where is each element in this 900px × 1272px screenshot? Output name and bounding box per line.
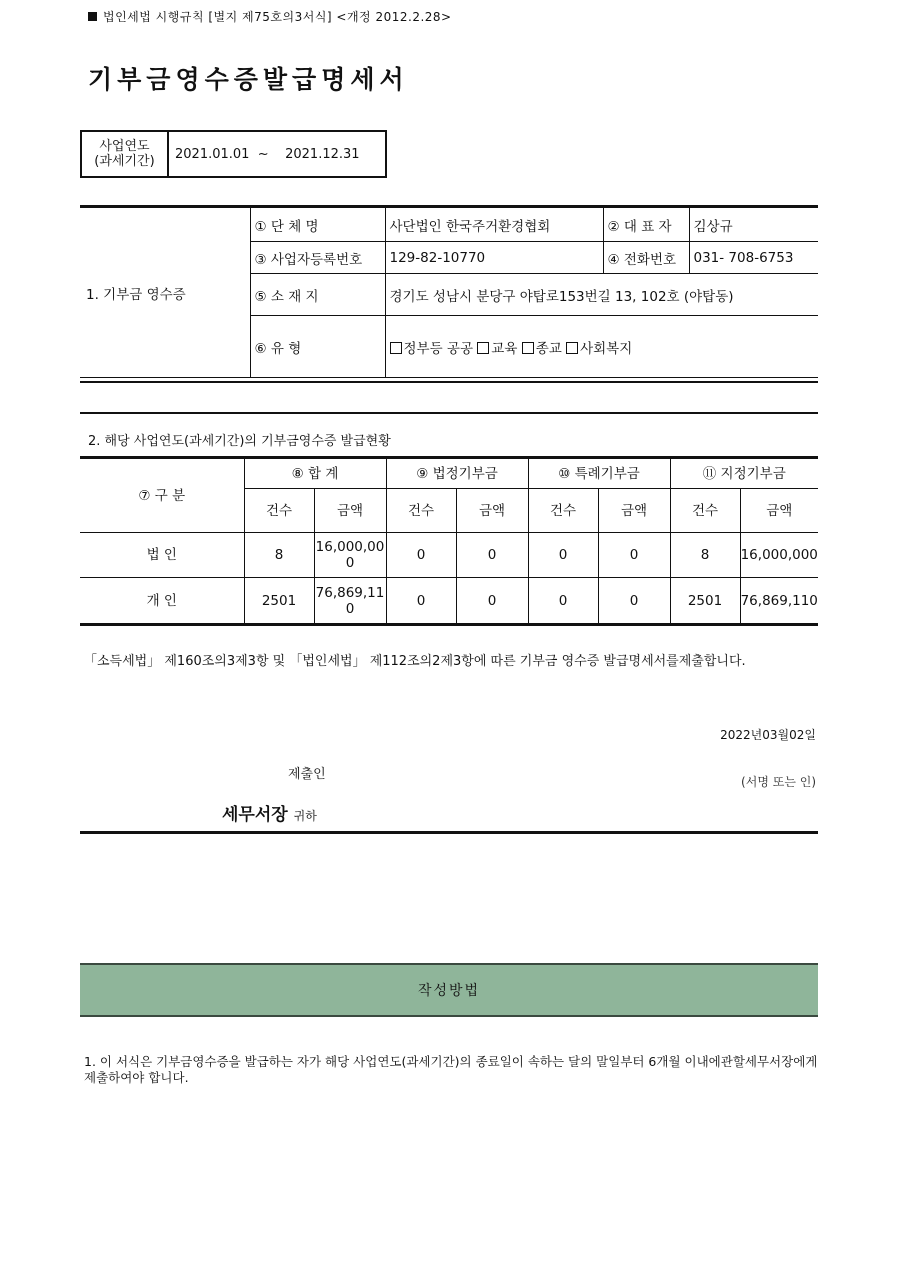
method-heading-bar: 작성방법 xyxy=(80,963,818,1017)
category-header: ⑦ 구 분 xyxy=(80,459,244,533)
row-label: 개 인 xyxy=(80,578,244,624)
page-title: 기부금영수증발급명세서 xyxy=(88,65,409,94)
legal-statement: 「소득세법」 제160조의3제3항 및 「법인세법」 제112조의2제3항에 따른 기부금 영수증 발급명세서를제출합니다. xyxy=(84,654,746,669)
cell-amount: 0 xyxy=(598,533,670,578)
cell-amount: 76,869,110 xyxy=(314,578,386,624)
type-label: ⑥ 유 형 xyxy=(250,316,385,378)
count-header: 건수 xyxy=(528,489,598,533)
address-value: 경기도 성남시 분당구 야탑로153번길 13, 102호 (야탑동) xyxy=(385,274,818,316)
submission-date: 2022년03월02일 xyxy=(720,728,816,742)
table-row xyxy=(80,533,818,578)
checkbox-icon xyxy=(477,342,489,354)
method-note: 1. 이 서식은 기부금영수증을 발급하는 자가 해당 사업연도(과세기간)의 종료일이 속하는 달의 말일부터 6개월 이내에관할세무서장에게 제출하여야 합니다. xyxy=(84,1054,818,1085)
cell-count: 0 xyxy=(386,578,456,624)
form-header-note: 법인세법 시행규칙 [별지 제75호의3서식] <개정 2012.2.28> xyxy=(88,8,452,25)
addressee: 세무서장 귀하 xyxy=(222,805,317,825)
cell-count: 8 xyxy=(670,533,740,578)
representative-label: ② 대 표 자 xyxy=(603,208,689,242)
signature-rule xyxy=(80,831,818,834)
submitter-label: 제출인 xyxy=(288,767,326,782)
business-number-value: 129-82-10770 xyxy=(385,242,603,274)
org-name-value: 사단법인 한국주거환경협회 xyxy=(385,208,603,242)
cell-count: 8 xyxy=(244,533,314,578)
cell-count: 2501 xyxy=(670,578,740,624)
group-header-statutory: ⑨ 법정기부금 xyxy=(386,459,528,489)
cell-amount: 0 xyxy=(598,578,670,624)
checkbox-icon xyxy=(522,342,534,354)
group-header-total: ⑧ 합 계 xyxy=(244,459,386,489)
square-bullet-icon xyxy=(88,12,97,21)
section1-bottom-rule xyxy=(80,381,818,383)
amount-header: 금액 xyxy=(598,489,670,533)
checkbox-icon xyxy=(390,342,402,354)
business-number-label: ③ 사업자등록번호 xyxy=(250,242,385,274)
count-header: 건수 xyxy=(244,489,314,533)
org-name-label: ① 단 체 명 xyxy=(250,208,385,242)
section2-top-rule xyxy=(80,412,818,414)
cell-count: 0 xyxy=(528,578,598,624)
checkbox-icon xyxy=(566,342,578,354)
cell-amount: 16,000,000 xyxy=(740,533,818,578)
receipt-info-table xyxy=(80,207,818,378)
cell-count: 2501 xyxy=(244,578,314,624)
signature-label: (서명 또는 인) xyxy=(741,775,816,789)
phone-value: 031- 708-6753 xyxy=(689,242,818,274)
amount-header: 금액 xyxy=(314,489,386,533)
representative-value: 김상규 xyxy=(689,208,818,242)
checkbox-education[interactable]: 교육 xyxy=(477,341,517,357)
count-header: 건수 xyxy=(670,489,740,533)
issuance-status-table xyxy=(80,458,818,624)
cell-amount: 0 xyxy=(456,533,528,578)
group-header-special: ⑩ 특례기부금 xyxy=(528,459,670,489)
period-label: 사업연도 (과세기간) xyxy=(82,132,169,176)
period-box xyxy=(80,130,387,178)
type-options xyxy=(385,316,818,378)
checkbox-religion[interactable]: 종교 xyxy=(522,341,562,357)
cell-amount: 0 xyxy=(456,578,528,624)
checkbox-public[interactable]: 정부등 공공 xyxy=(390,341,474,357)
address-label: ⑤ 소 재 지 xyxy=(250,274,385,316)
cell-amount: 76,869,110 xyxy=(740,578,818,624)
group-header-designated: ⑪ 지정기부금 xyxy=(670,459,818,489)
checkbox-welfare[interactable]: 사회복지 xyxy=(566,341,632,357)
table2-bottom-rule xyxy=(80,624,818,626)
cell-count: 0 xyxy=(386,533,456,578)
amount-header: 금액 xyxy=(740,489,818,533)
amount-header: 금액 xyxy=(456,489,528,533)
cell-count: 0 xyxy=(528,533,598,578)
section1-heading: 1. 기부금 영수증 xyxy=(80,208,250,378)
count-header: 건수 xyxy=(386,489,456,533)
phone-label: ④ 전화번호 xyxy=(603,242,689,274)
cell-amount: 16,000,000 xyxy=(314,533,386,578)
section2-heading: 2. 해당 사업연도(과세기간)의 기부금영수증 발급현황 xyxy=(88,434,391,449)
row-label: 법 인 xyxy=(80,533,244,578)
table-row xyxy=(80,578,818,624)
period-value: 2021.01.01 ~ 2021.12.31 xyxy=(175,146,360,162)
